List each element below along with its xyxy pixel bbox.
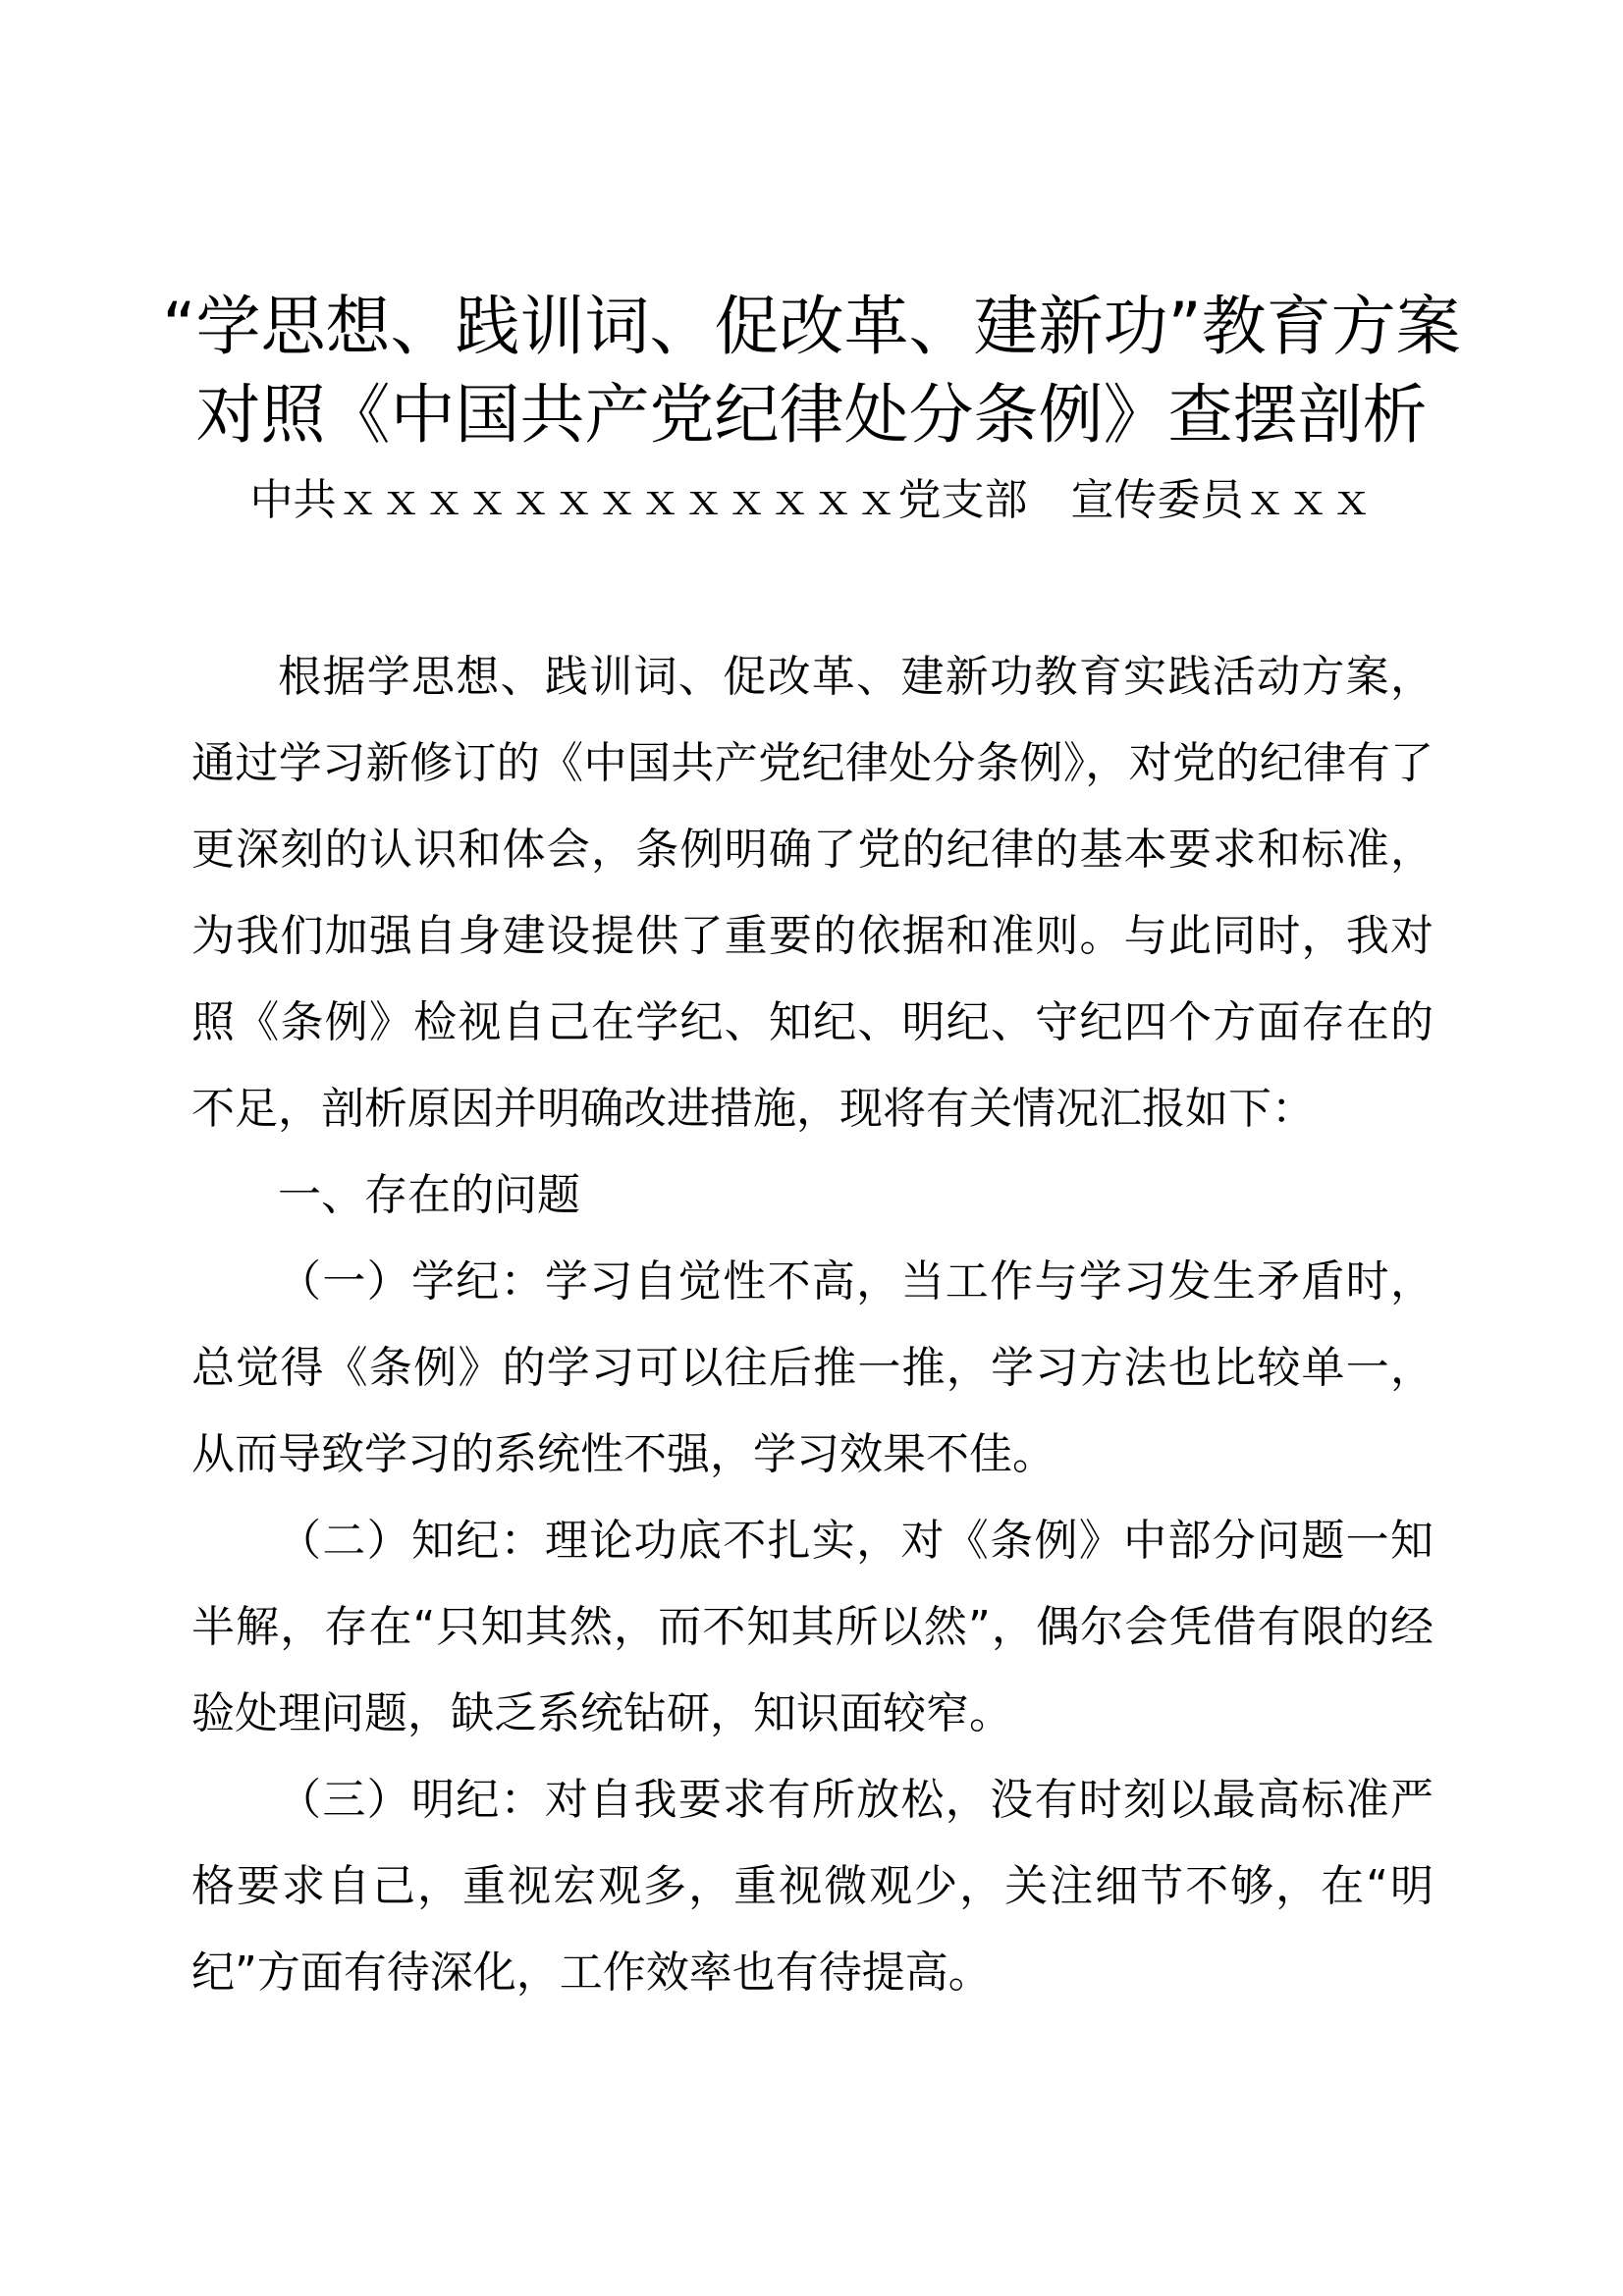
document-body xyxy=(191,634,1434,2016)
intro-paragraph: 根据学思想、践训词、促改革、建新功教育实践活动方案，通过学习新修订的《中国共产党纪律处分条例》，对党的纪律有了更深刻的认识和体会，条例明确了党的纪律的基本要求和标准，为我们加强自身建设提供了重要的依据和准则。与此同时，我对照《条例》检视自己在学纪、知纪、明纪、守纪四个方面存在的不足，剖析原因并明确改进措施，现将有关情况汇报如下： xyxy=(191,652,1434,1134)
byline-role: 宣传委员ｘｘｘ xyxy=(1070,475,1374,525)
problem-item-2: （二）知纪：理论功底不扎实，对《条例》中部分问题一知半解，存在“只知其然，而不知其所以然”，偶尔会凭借有限的经验处理问题，缺乏系统钻研，知识面较窄。 xyxy=(191,1516,1434,1738)
byline-organization: 中共ｘｘｘｘｘｘｘｘｘｘｘｘｘ党支部 xyxy=(249,475,1028,525)
problem-item-1: （一）学纪：学习自觉性不高，当工作与学习发生矛盾时，总觉得《条例》的学习可以往后推一推，学习方法也比较单一，从而导致学习的系统性不强，学习效果不佳。 xyxy=(191,1256,1434,1479)
document-byline xyxy=(0,471,1623,530)
document-title-line-1: “学思想、践训词、促改革、建新功”教育方案 xyxy=(162,289,1461,364)
document-title-line-2: 对照《中国共产党纪律处分条例》查摆剖析 xyxy=(195,377,1428,453)
section-heading-problems: 一、存在的问题 xyxy=(278,1170,580,1220)
problem-item-3: （三）明纪：对自我要求有所放松，没有时刻以最高标准严格要求自己，重视宏观多，重视微观少，关注细节不够，在“明纪”方面有待深化，工作效率也有待提高。 xyxy=(191,1775,1434,1998)
